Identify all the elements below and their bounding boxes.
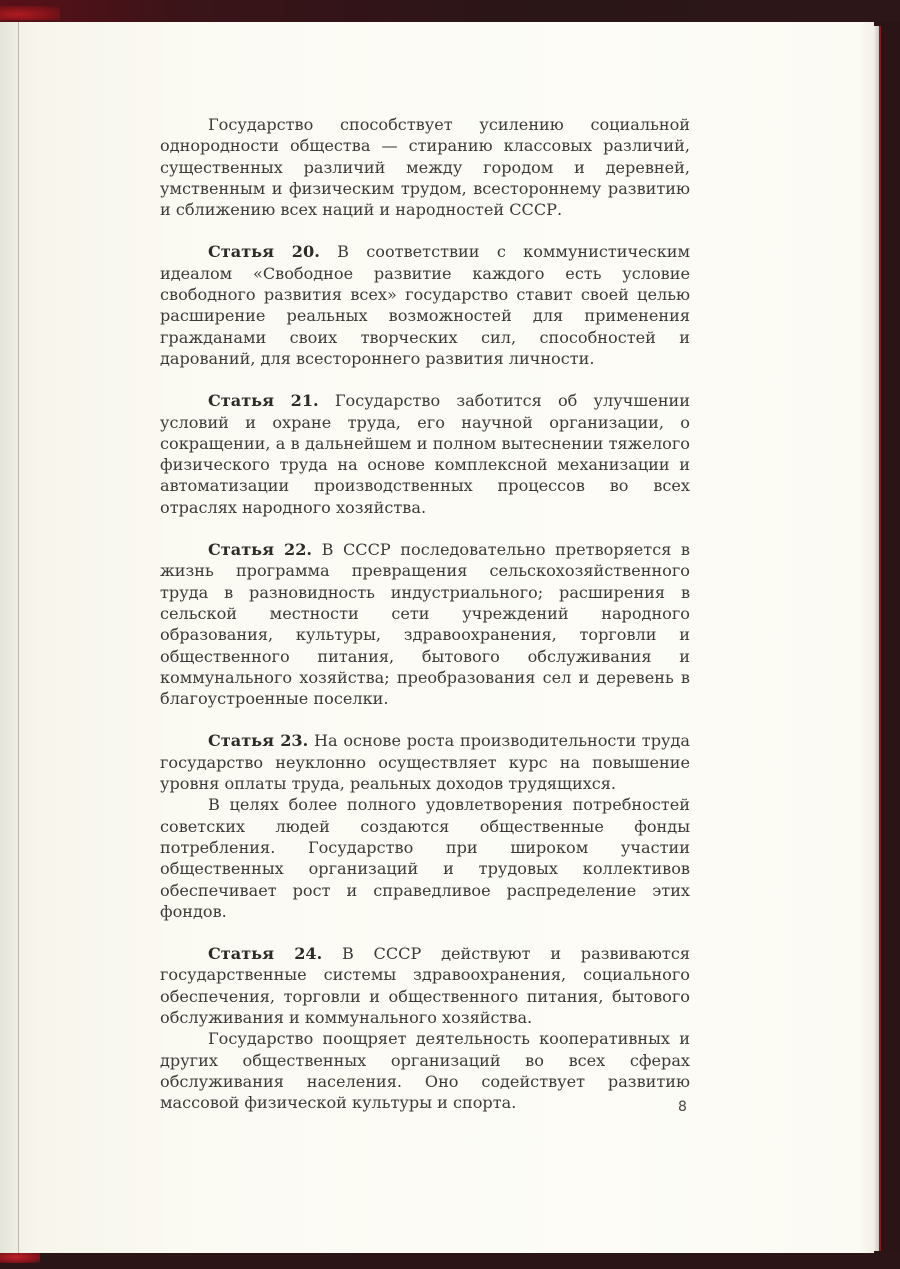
binding-cloth xyxy=(0,1253,40,1263)
article-label: Статья 24. xyxy=(208,944,323,964)
article-21 xyxy=(160,390,690,518)
page-gutter xyxy=(0,22,19,1253)
article-text: В СССР последовательно претворяется в жизнь программа превращения сельскохозяйственного труда в разновидность индустриального; расширения в сельской местности сети учреждений народного образования, культуры, здравоохранения, торговли и общественного питания, бытового обслуживания и коммунального хозяйства; преобразования сел и деревень в благоустроенные поселки. xyxy=(160,540,690,709)
article-23-paragraph-2: В целях более полного удовлетворения потребностей советских людей создаются общественные фонды потребления. Государство при широком участии общественных организаций и трудовых коллективов обеспечивает рост и справедливое распределение этих фондов. xyxy=(160,795,690,921)
article-label: Статья 20. xyxy=(208,242,320,262)
article-label: Статья 23. xyxy=(208,731,309,751)
article-20 xyxy=(160,241,690,369)
page-body xyxy=(160,114,690,1113)
page-number: 8 xyxy=(678,1099,687,1115)
article-23 xyxy=(160,730,690,794)
article-text: На основе роста производительности труда государство неуклонно осуществляет курс на повышение уровня оплаты труда, реальных доходов трудящихся. xyxy=(160,731,690,794)
article-text: Государство заботится об улучшении условий и охране труда, его научной организации, о сокращении, а в дальнейшем и полном вытеснении тяжелого физического труда на основе комплексной механизации и автоматизации производственных процессов во всех отраслях народного хозяйства. xyxy=(160,391,690,517)
scan-background-bottom xyxy=(0,1253,900,1269)
article-22 xyxy=(160,539,690,709)
article-24 xyxy=(160,943,690,1028)
intro-paragraph: Государство способствует усилению социальной однородности общества — стиранию классовых различий, существенных различий между городом и деревней, умственным и физическим трудом, всестороннему развитию и сближению всех наций и народностей СССР. xyxy=(160,115,690,220)
scan-background-top xyxy=(0,0,900,22)
article-label: Статья 21. xyxy=(208,391,319,411)
article-label: Статья 22. xyxy=(208,540,313,560)
article-24-paragraph-2: Государство поощряет деятельность кооперативных и других общественных организаций во всех сферах обслуживания населения. Оно содействует развитию массовой физической культуры и спорта. xyxy=(160,1029,690,1113)
article-text: В соответствии с коммунистическим идеалом «Свободное развитие каждого есть условие свободного развития всех» государство ставит своей целью расширение реальных возможностей для применения гражданами своих творческих сил, способностей и дарований, для всестороннего развития личности. xyxy=(160,242,690,368)
binding-cloth xyxy=(0,6,60,20)
article-text: В СССР действуют и развиваются государственные системы здравоохранения, социального обеспечения, торговли и общественного питания, бытового обслуживания и коммунального хозяйства. xyxy=(160,944,690,1027)
